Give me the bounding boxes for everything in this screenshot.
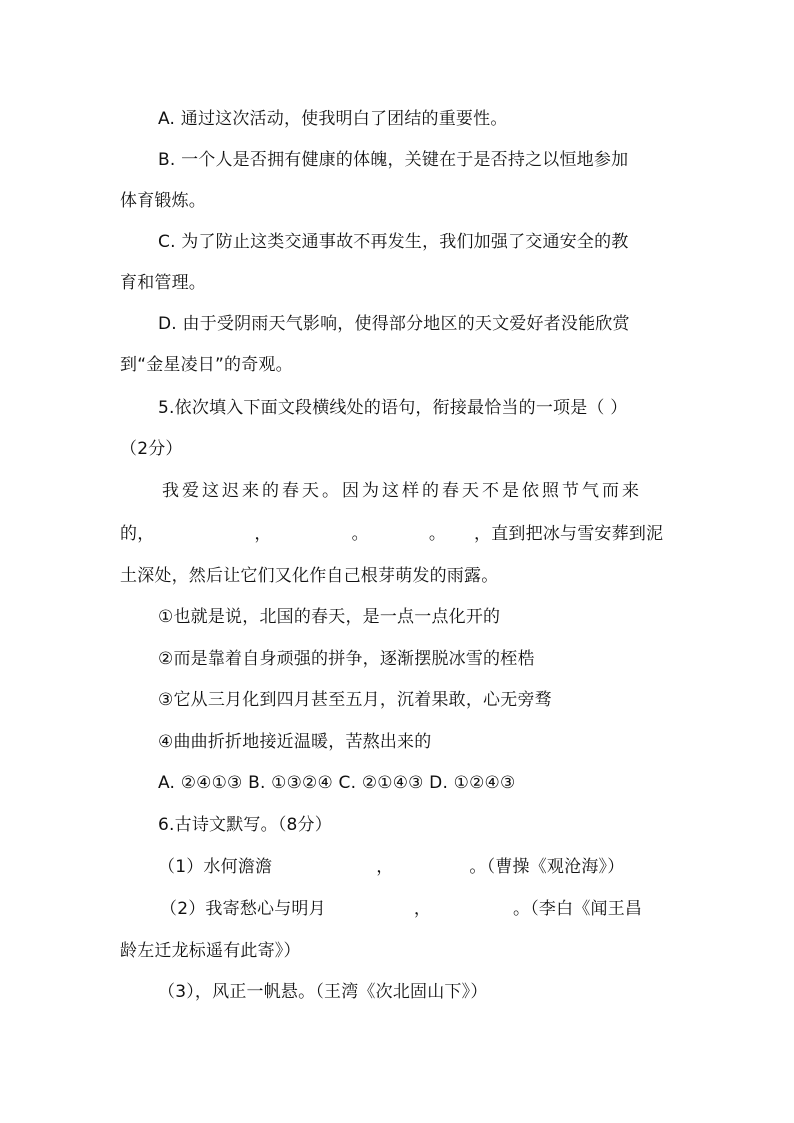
q6-item3: （3），风正一帆悬。（王湾《次北固山下》） bbox=[158, 982, 488, 1002]
q4-option-c-line1: C. 为了防止这类交通事故不再发生，我们加强了交通安全的教 bbox=[158, 232, 629, 252]
q5-passage-line2-end: ，直到把冰与雪安葬到泥 bbox=[474, 524, 664, 544]
q5-passage-line2-start: 的， bbox=[120, 524, 155, 544]
q6-item2-end: 。（李白《闻王昌 bbox=[513, 899, 643, 919]
q4-option-d-line1: D. 由于受阴雨天气影响，使得部分地区的天文爱好者没能欣赏 bbox=[158, 314, 630, 334]
q5-blank-separator-1: ， bbox=[254, 524, 272, 544]
q4-option-b-line1: B. 一个人是否拥有健康的体魄，关键在于是否持之以恒地参加 bbox=[158, 150, 629, 170]
q5-sentence-3: ③它从三月化到四月甚至五月，沉着果敢，心无旁骛 bbox=[158, 690, 552, 710]
q5-stem-line2: （2分） bbox=[120, 439, 183, 459]
q5-stem-line1: 5.依次填入下面文段横线处的语句，衔接最恰当的一项是（ ） bbox=[158, 398, 628, 418]
q4-option-d-line2: 到“金星凌日”的奇观。 bbox=[120, 355, 293, 375]
q4-option-a: A. 通过这次活动，使我明白了团结的重要性。 bbox=[158, 109, 508, 129]
q4-option-b-line2: 体育锻炼。 bbox=[120, 191, 206, 211]
q6-item1-comma: ， bbox=[376, 857, 394, 877]
q6-stem: 6.古诗文默写。（8分） bbox=[158, 815, 332, 835]
q5-sentence-2: ②而是靠着自身顽强的拼争，逐渐摆脱冰雪的桎梏 bbox=[158, 649, 535, 669]
q6-item2-line2: 龄左迁龙标遥有此寄》） bbox=[120, 941, 301, 961]
q5-passage-line1: 我爱这迟来的春天。因为这样的春天不是依照节气而来 bbox=[162, 481, 642, 501]
q5-answer-choices: A. ②④①③ B. ①③②④ C. ②①④③ D. ①②④③ bbox=[158, 773, 516, 793]
q5-blank-separator-2: 。 bbox=[351, 524, 369, 544]
q6-item2 bbox=[160, 897, 642, 921]
q5-sentence-4: ④曲曲折折地接近温暖，苦熬出来的 bbox=[158, 732, 432, 752]
q5-sentence-1: ①也就是说，北国的春天，是一点一点化开的 bbox=[158, 607, 501, 627]
q6-item1-end: 。（曹操《观沧海》） bbox=[469, 857, 625, 877]
q6-item1 bbox=[158, 855, 624, 879]
q6-item2-start: （2）我寄愁心与明月 bbox=[160, 899, 326, 919]
q6-item2-comma: ， bbox=[413, 899, 432, 919]
q4-option-c-line2: 育和管理。 bbox=[120, 273, 206, 293]
q5-passage-line3: 土深处，然后让它们又化作自己根芽萌发的雨露。 bbox=[120, 566, 499, 586]
q6-item1-start: （1）水何澹澹 bbox=[158, 857, 273, 877]
q5-blank-separator-3: 。 bbox=[428, 524, 447, 544]
q5-passage-line2 bbox=[120, 522, 663, 546]
